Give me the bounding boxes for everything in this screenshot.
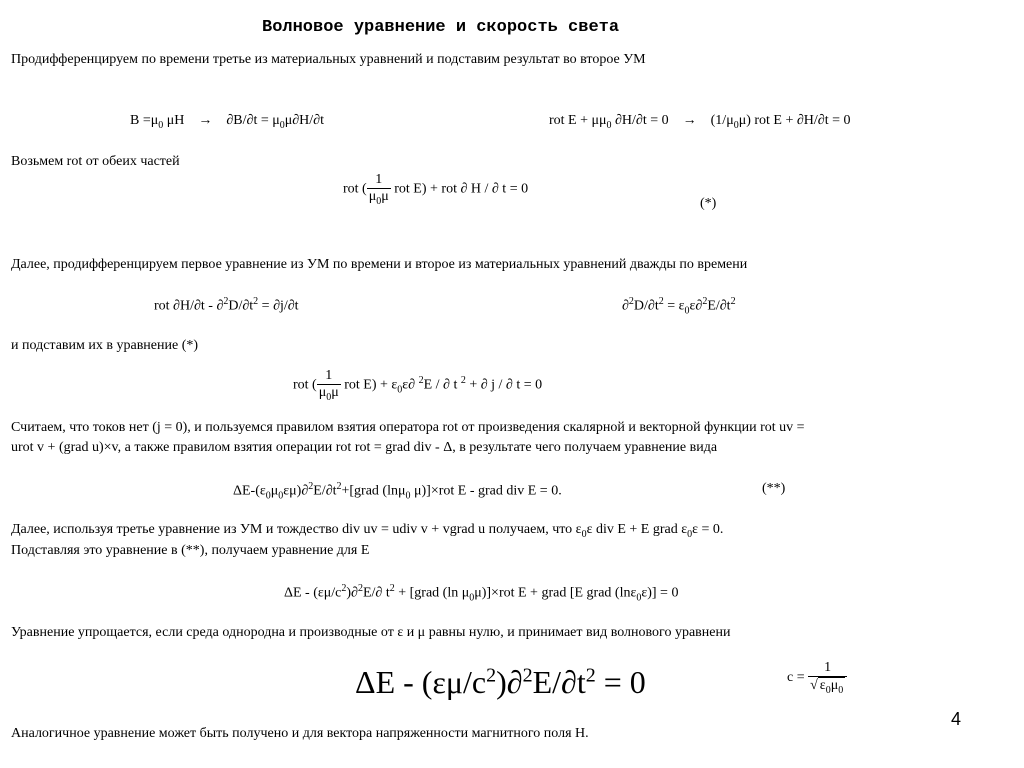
equation-d-second-derivative: $\partial^2D/\partial t^2 = \varepsilon_0\varepsilon\partial^2E/\partial t^2$ (622, 296, 736, 317)
equation-tag-double-star: (**) (762, 481, 786, 496)
page-title: Волновое уравнение и скорость света (262, 18, 620, 37)
equation-maxwell-substituted: rot $E + \mu\mu_0$ ∂H/∂t = 0 → $(1/\mu_0\mu)$ rot E + ∂H/∂t = 0 (549, 113, 851, 131)
equation-substituted: rot ( $\frac{1}{\mu_0\mu}$ rot $E) + \varepsilon_0\varepsilon\partial$ $^2$E / ∂ t $^2$ + ∂ j / ∂ t = 0 (293, 368, 543, 403)
equation-star: rot ( $\frac{1}{\mu_0\mu}$ rot E) + rot ∂ H / ∂ t = 0 (343, 172, 529, 207)
page-number: 4 (951, 709, 962, 729)
equation-wave: $\Delta E - (\varepsilon\mu/c^2)\partial^2E/\partial t^2 = 0$ (355, 664, 646, 700)
equation-for-e: ΔE - $(\varepsilon\mu/c^2)\partial^2E/\partial$ $t^2$ + [grad (ln $\mu_0\mu)]\times rot$ E + grad [E grad (lnε$_0$ε)] = 0 (284, 583, 679, 604)
equation-double-star: $\Delta E-(\varepsilon_0\mu_0\varepsilon\mu)\partial^2E/\partial t^2+[grad$ (lnμ$_0$ μ)]×rot E - grad div E = 0. (233, 481, 562, 502)
equation-speed-of-light: c = $\frac{1}{√ \varepsilon_0\mu_0}$ (787, 660, 847, 696)
intro-paragraph: Продифференцируем по времени третье из материальных уравнений и подставим результат во второе УМ (11, 52, 646, 67)
paragraph-magnetic-analog: Аналогичное уравнение может быть получено и для вектора напряженности магнитного поля H. (11, 726, 589, 741)
paragraph-differentiate: Далее, продифференцируем первое уравнение из УМ по времени и второе из материальных уравнений дважды по времени (11, 257, 748, 272)
paragraph-substitute: и подставим их в уравнение (*) (11, 338, 199, 353)
paragraph-simplification: Уравнение упрощается, если среда однородна и производные от ε и μ равны нулю, и принимает вид волнового уравнени (11, 625, 731, 640)
paragraph-take-rot: Возьмем rot от обеих частей (11, 154, 180, 169)
equation-material-derivative: $B =\mu_0$ μH → $\partial B/\partial t = \mu_0\mu\partial H/\partial t$ (130, 113, 324, 131)
paragraph-no-currents-line1: Считаем, что токов нет (j = 0), и пользуемся правилом взятия оператора rot от произведения скалярной и векторной функции rot uv = (11, 420, 805, 435)
paragraph-no-currents-line2: urot v + (grad u)×v, а также правилом взятия операции rot rot = grad div - Δ, в результате чего получаем уравнение вида (11, 440, 718, 455)
equation-tag-star: (*) (700, 196, 717, 211)
equation-rot-h-derivative: rot $\partial H/\partial t - \partial^2D/\partial t^2 = \partial j/\partial t$ (154, 296, 299, 314)
paragraph-substituting: Подставляя это уравнение в (**), получаем уравнение для E (11, 543, 370, 558)
paragraph-identity: Далее, используя третье уравнение из УМ и тождество div uv = udiv v + vgrad u получаем, что $\varepsilon_0\varepsilon$ div E + E grad $\varepsilon_0\varepsilon = 0$. (11, 522, 724, 540)
